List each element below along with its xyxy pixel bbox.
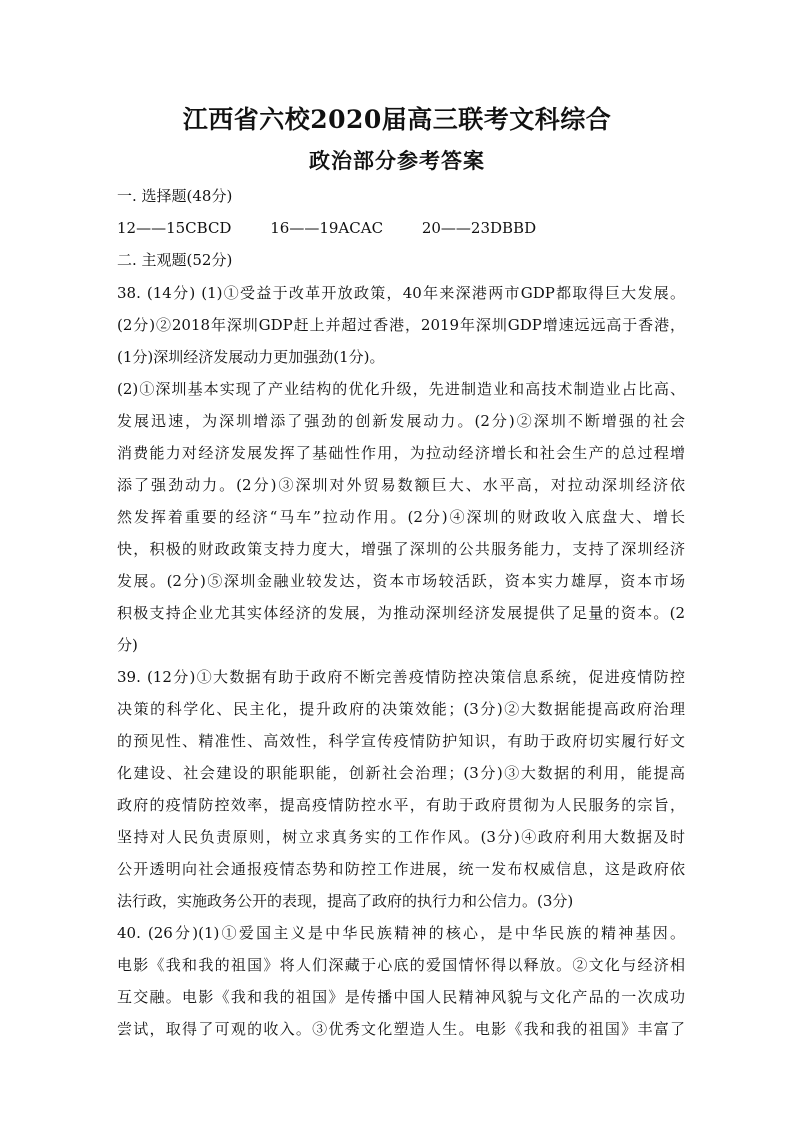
q40-line: 尝试，取得了可观的收入。③优秀文化塑造人生。电影《我和我的祖国》丰富了 — [117, 1020, 685, 1038]
q39-line: 39. (12分)①大数据有助于政府不断完善疫情防控决策信息系统，促进疫情防控 — [117, 668, 685, 686]
q39-line: 化建设、社会建设的职能职能，创新社会治理；(3分)③大数据的利用，能提高 — [117, 764, 685, 782]
q38-line: 分) — [117, 636, 138, 654]
q38-line: (2)①深圳基本实现了产业结构的优化升级，先进制造业和高技术制造业占比高、 — [117, 380, 685, 398]
choice-answers — [117, 212, 685, 244]
q38-line: 消费能力对经济发展发挥了基础性作用，为拉动经济增长和社会生产的总过程增 — [117, 444, 685, 462]
q38-line: 快，积极的财政政策支持力度大，增强了深圳的公共服务能力，支持了深圳经济 — [117, 540, 685, 558]
page-subtitle: 政治部分参考答案 — [309, 148, 485, 173]
q38-line: 38. (14分) (1)①受益于改革开放政策，40年来深港两市GDP都取得巨大发展。 — [117, 284, 685, 302]
q38-line: 发展。(2分)⑤深圳金融业较发达，资本市场较活跃，资本实力雄厚，资本市场 — [117, 572, 685, 590]
q39-line: 法行政，实施政务公开的表现，提高了政府的执行力和公信力。(3分) — [117, 892, 574, 910]
q39-line: 决策的科学化、民主化，提升政府的决策效能；(3分)②大数据能提高政府治理 — [117, 700, 685, 718]
choice-answer-group: 20——23DBBD — [421, 219, 537, 237]
q38-line: 发展迅速，为深圳增添了强劲的创新发展动力。(2分)②深圳不断增强的社会 — [117, 412, 685, 430]
q38-line: 积极支持企业尤其实体经济的发展，为推动深圳经济发展提供了足量的资本。(2 — [117, 604, 685, 622]
q40-line: 40. (26分)(1)①爱国主义是中华民族精神的核心，是中华民族的精神基因。 — [117, 924, 685, 942]
choice-answer-group: 16——19ACAC — [270, 219, 384, 237]
choice-answer-group: 12——15CBCD — [117, 219, 232, 237]
q39-line: 政府的疫情防控效率，提高疫情防控水平，有助于政府贯彻为人民服务的宗旨， — [117, 796, 685, 814]
q40-line: 互交融。电影《我和我的祖国》是传播中国人民精神风貌与文化产品的一次成功 — [117, 988, 685, 1006]
q38-line: (1分)深圳经济发展动力更加强劲(1分)。 — [117, 348, 385, 366]
q38-line: 添了强劲动力。(2分)③深圳对外贸易数额巨大、水平高，对拉动深圳经济依 — [117, 476, 685, 494]
q40-line: 电影《我和我的祖国》将人们深藏于心底的爱国情怀得以释放。②文化与经济相 — [117, 956, 685, 974]
q39-line: 公开透明向社会通报疫情态势和防控工作进展，统一发布权威信息，这是政府依 — [117, 860, 685, 878]
q38-line: (2分)②2018年深圳GDP赶上并超过香港，2019年深圳GDP增速远远高于香港， — [117, 316, 685, 334]
section-2-heading: 二. 主观题(52分) — [117, 251, 233, 269]
q39-line: 坚持对人民负责原则，树立求真务实的工作作风。(3分)④政府利用大数据及时 — [117, 828, 685, 846]
section-1-heading: 一. 选择题(48分) — [117, 187, 233, 205]
q38-line: 然发挥着重要的经济“马车”拉动作用。(2分)④深圳的财政收入底盘大、增长 — [117, 508, 685, 526]
page-title: 江西省六校2020届高三联考文科综合 — [182, 105, 612, 134]
q39-line: 的预见性、精准性、高效性，科学宣传疫情防护知识，有助于政府切实履行好文 — [117, 732, 685, 750]
